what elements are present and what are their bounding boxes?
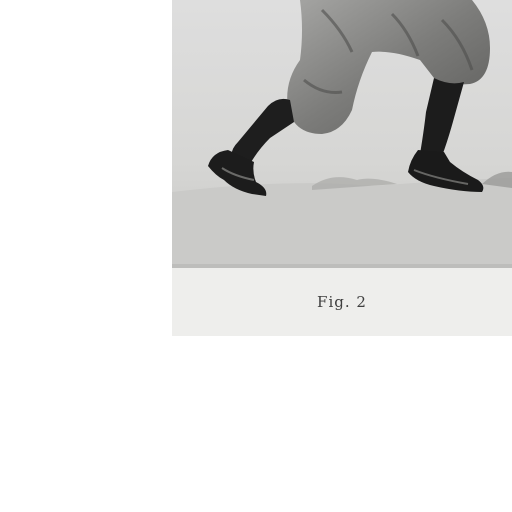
photo-bottom-edge — [172, 264, 512, 268]
ground — [172, 178, 512, 268]
figure-caption: Fig. 2 — [317, 293, 367, 311]
figure-photograph — [172, 0, 512, 268]
book-page-scan — [172, 0, 512, 336]
